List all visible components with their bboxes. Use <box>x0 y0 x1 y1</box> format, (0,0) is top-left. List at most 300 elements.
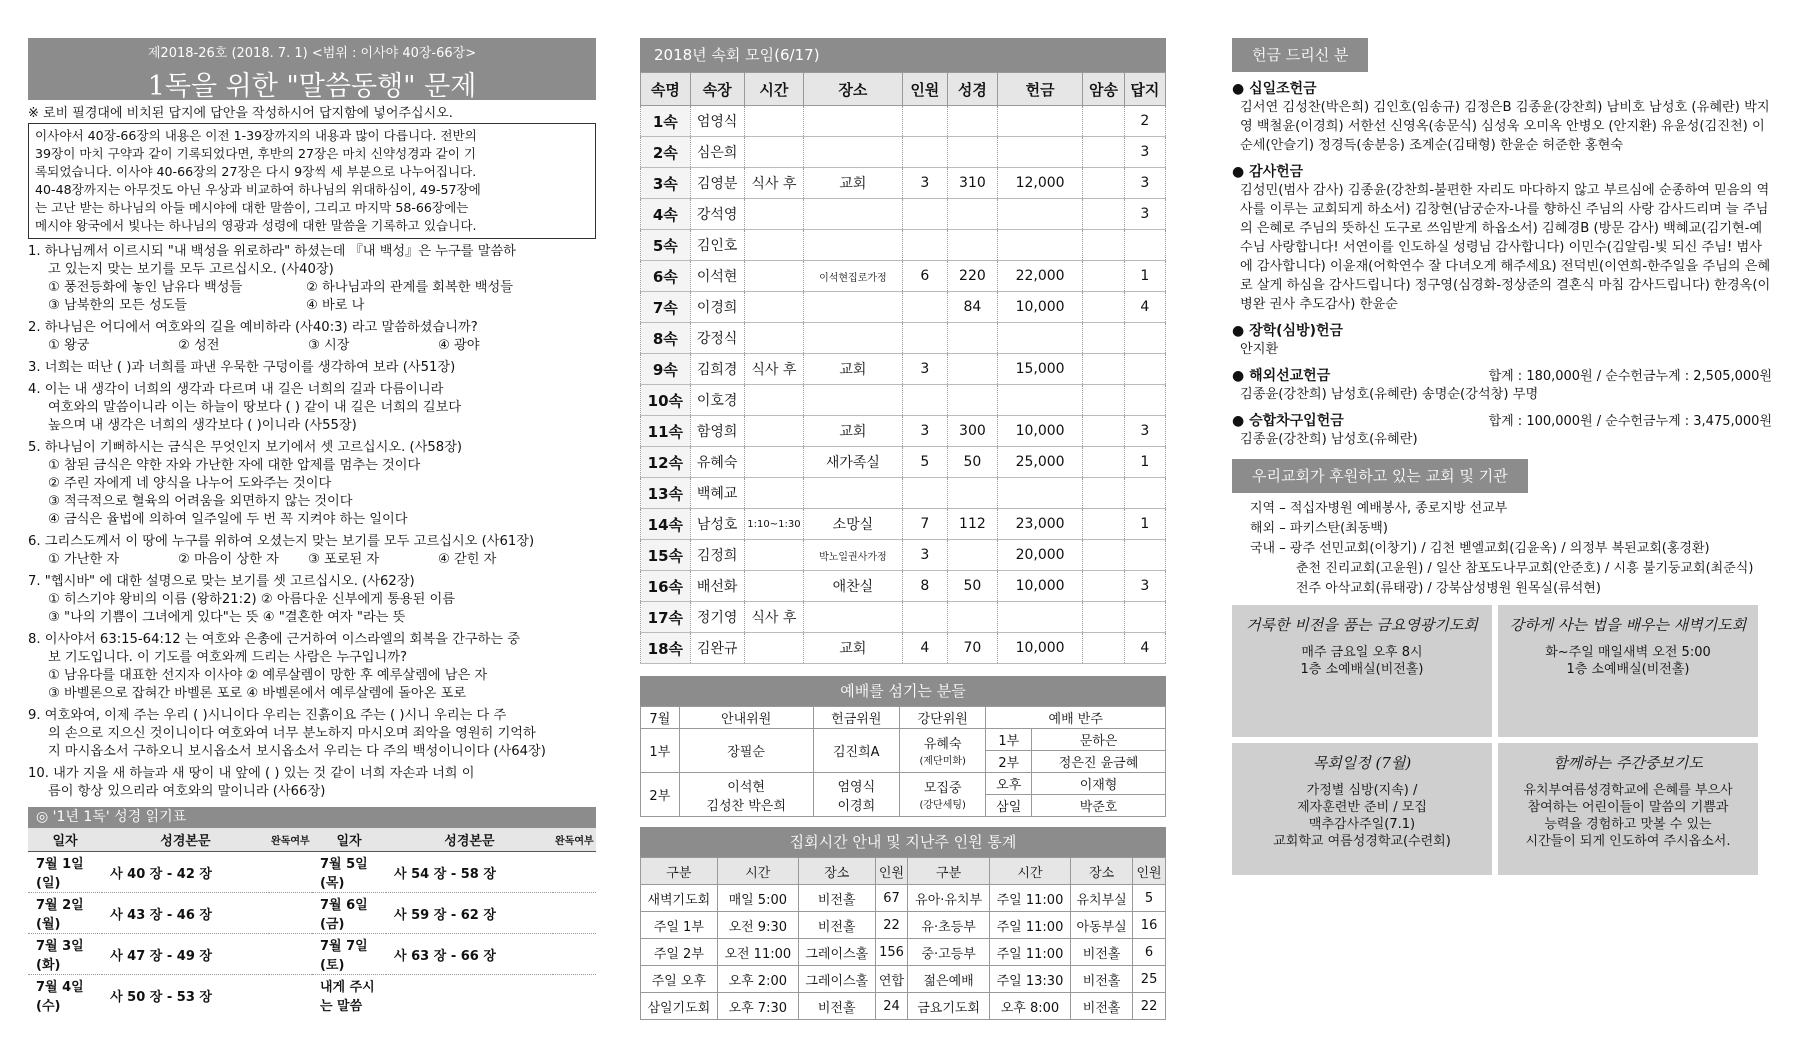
reading-cell: 사 47 장 - 49 장 <box>102 934 269 975</box>
meeting-cell: 112 <box>948 509 998 540</box>
card-body <box>1232 782 1492 850</box>
attendance-cell: 오전 11:00 <box>717 939 798 966</box>
reading-cell: 사 40 장 - 42 장 <box>102 852 269 893</box>
meeting-cell <box>1083 571 1124 602</box>
meeting-cell: 18속 <box>641 633 691 664</box>
w-pulpit1-note: (제단미화) <box>919 756 966 767</box>
reading-header: 완독여부 <box>269 828 312 852</box>
w-b2n: 정은진 윤금혜 <box>1032 751 1166 773</box>
attendance-cell: 주일 11:00 <box>989 885 1070 912</box>
meeting-cell: 강정식 <box>690 323 744 354</box>
meeting-cell <box>997 137 1083 168</box>
attendance-cell: 주일 11:00 <box>989 939 1070 966</box>
meeting-cell: 강석영 <box>690 199 744 230</box>
w-guide2 <box>679 773 813 817</box>
meeting-cell: 1 <box>1124 509 1165 540</box>
quiz-column <box>28 38 596 1015</box>
mission-row <box>1232 365 1772 385</box>
w-h-offer: 헌금위원 <box>813 707 899 729</box>
meeting-row <box>641 602 1166 633</box>
meeting-cell <box>1083 602 1124 633</box>
attendance-header: 구분 <box>641 858 718 885</box>
attendance-cell: 주일 1부 <box>641 912 718 939</box>
meeting-cell <box>1083 106 1124 137</box>
meeting-row <box>641 509 1166 540</box>
reading-cell <box>553 852 596 893</box>
w-b3: 오후 <box>986 773 1032 795</box>
meeting-row <box>641 540 1166 571</box>
meeting-cell <box>804 137 902 168</box>
meeting-cell <box>1124 354 1165 385</box>
reading-cell: 사 59 장 - 62 장 <box>386 893 553 934</box>
w-offer2b: 이경희 <box>837 798 876 814</box>
meeting-cell: 3 <box>1124 416 1165 447</box>
meeting-cell: 3 <box>1124 571 1165 602</box>
meeting-cell <box>744 478 804 509</box>
option-row <box>28 551 596 569</box>
meeting-cell <box>804 478 902 509</box>
meeting-cell: 3 <box>902 540 947 571</box>
meeting-cell: 7속 <box>641 292 691 323</box>
meeting-cell: 소망실 <box>804 509 902 540</box>
meeting-cell <box>1083 416 1124 447</box>
attendance-cell: 67 <box>875 885 908 912</box>
option: ② 하나님과의 관계를 회복한 백성들 <box>306 280 513 295</box>
vehicle-row <box>1232 410 1772 430</box>
meeting-cell <box>902 106 947 137</box>
attendance-cell: 비전홀 <box>798 912 875 939</box>
meeting-row <box>641 292 1166 323</box>
option: ④ 바로 나 <box>306 298 365 313</box>
attendance-cell: 주일 13:30 <box>989 966 1070 993</box>
meeting-cell: 백혜교 <box>690 478 744 509</box>
question-item <box>28 533 596 569</box>
meeting-header: 속장 <box>690 73 744 106</box>
meeting-cell: 이호경 <box>690 385 744 416</box>
attendance-cell: 오후 8:00 <box>989 993 1070 1020</box>
attendance-cell: 삼일기도회 <box>641 993 718 1020</box>
card-line: 1층 소예배실(비전홀) <box>1566 662 1690 677</box>
reading-cell: 내게 주시는 말씀 <box>312 975 386 1016</box>
attendance-cell: 아동부실 <box>1071 912 1133 939</box>
question-item <box>28 765 596 801</box>
meeting-cell <box>997 199 1083 230</box>
meeting-cell: 84 <box>948 292 998 323</box>
question-item <box>28 359 596 377</box>
question-line: ② 주린 자에게 네 양식을 나누어 도와주는 것이다 <box>48 476 332 491</box>
meeting-cell: 새가족실 <box>804 447 902 478</box>
option: ① 왕궁 <box>48 338 90 353</box>
question-line: 10. 내가 지을 새 하늘과 새 땅이 내 앞에 ( ) 있는 것 같이 너희 자손과 너희 이 <box>28 766 475 781</box>
question-item <box>28 707 596 761</box>
attendance-cell: 유·초등부 <box>908 912 990 939</box>
meeting-cell: 김정희 <box>690 540 744 571</box>
support-item: 지역 – 적십자병원 예배봉사, 종로지방 선교부 <box>1250 501 1508 516</box>
meeting-cell: 10속 <box>641 385 691 416</box>
announcement-card <box>1232 743 1492 875</box>
meeting-cell: 이경희 <box>690 292 744 323</box>
reading-cell: 7월 4일 (수) <box>28 975 102 1016</box>
reading-cell: 7월 3일 (화) <box>28 934 102 975</box>
worship-title: 예배를 섬기는 분들 <box>640 676 1166 706</box>
support-item: 해외 – 파키스탄(최동백) <box>1250 521 1388 536</box>
card-line: 화~주일 매일새벽 오전 5:00 <box>1545 645 1711 660</box>
thanks-heading: ● 감사헌금 <box>1232 164 1304 180</box>
meeting-cell <box>1124 323 1165 354</box>
meeting-cell <box>948 137 998 168</box>
meeting-cell <box>997 478 1083 509</box>
question-line: 2. 하나님은 어디에서 여호와의 길을 예비하라 (사40:3) 라고 말씀하셨습니까? <box>28 320 478 335</box>
meeting-cell: 50 <box>948 447 998 478</box>
meeting-cell: 10,000 <box>997 416 1083 447</box>
meeting-header: 헌금 <box>997 73 1083 106</box>
option: ③ 시장 <box>308 338 350 353</box>
card-title: 함께하는 주간중보기도 <box>1553 754 1703 772</box>
meeting-cell: 300 <box>948 416 998 447</box>
meeting-cell <box>744 633 804 664</box>
mission-heading: ● 해외선교헌금 <box>1232 368 1331 384</box>
card-line: 가정별 심방(지속) / <box>1306 783 1418 798</box>
meeting-header: 장소 <box>804 73 902 106</box>
w-pulpit2-name: 모집중 <box>923 781 962 796</box>
meeting-header: 속명 <box>641 73 691 106</box>
attendance-cell: 22 <box>875 912 908 939</box>
meeting-cell: 김완규 <box>690 633 744 664</box>
meeting-cell: 8속 <box>641 323 691 354</box>
announcement-cards <box>1232 605 1772 875</box>
w-pulpit1-name: 유혜숙 <box>923 737 962 752</box>
meeting-cell <box>997 385 1083 416</box>
w-offer1: 김진희A <box>813 729 899 773</box>
w-r2: 2부 <box>641 773 680 817</box>
reading-row <box>28 934 596 975</box>
card-line: 참여하는 어린이들이 말씀의 기쁨과 <box>1527 800 1729 815</box>
scholarship-heading: ● 장학(심방)헌금 <box>1232 323 1344 339</box>
question-line: 8. 이사야서 63:15-64:12 는 여호와 은총에 근거하여 이스라엘의 회복을 간구하는 중 <box>28 632 520 647</box>
meeting-row <box>641 478 1166 509</box>
question-line: ④ 금식은 율법에 의하여 일주일에 두 번 꼭 지켜야 하는 일이다 <box>48 512 408 527</box>
attendance-cell: 주일 2부 <box>641 939 718 966</box>
attendance-cell: 유아·유치부 <box>908 885 990 912</box>
question-line: 5. 하나님이 기뻐하시는 금식은 무엇인지 보기에서 셋 고르십시오. (사58장) <box>28 440 463 455</box>
meeting-cell <box>744 230 804 261</box>
question-line: 고 있는지 맞는 보기를 모두 고르십시오. (사40장) <box>48 262 334 277</box>
meeting-cell <box>948 540 998 571</box>
card-title: 거룩한 비전을 품는 금요영광기도회 <box>1246 616 1478 634</box>
question-line: 높으며 내 생각은 너희의 생각보다 ( )이니라 (사55장) <box>48 418 357 433</box>
meeting-cell <box>1083 385 1124 416</box>
reading-cell <box>386 975 553 1016</box>
meeting-cell: 2 <box>1124 106 1165 137</box>
answer-note: ※ 로비 필경대에 비치된 답지에 답안을 작성하시어 답지함에 넣어주십시오. <box>28 106 453 121</box>
meeting-cell: 3 <box>1124 137 1165 168</box>
meeting-cell <box>744 292 804 323</box>
attendance-row <box>641 993 1166 1020</box>
meeting-cell: 17속 <box>641 602 691 633</box>
meeting-cell <box>902 478 947 509</box>
card-body <box>1498 782 1758 850</box>
meeting-cell: 25,000 <box>997 447 1083 478</box>
meeting-cell <box>902 230 947 261</box>
meeting-cell: 유혜숙 <box>690 447 744 478</box>
attendance-header: 시간 <box>717 858 798 885</box>
reading-cell: 7월 5일 (목) <box>312 852 386 893</box>
meeting-header: 암송 <box>1083 73 1124 106</box>
meeting-cell: 20,000 <box>997 540 1083 571</box>
intro-line: 이사야서 40장-66장의 내용은 이전 1-39장까지의 내용과 많이 다릅니다. 전반의 <box>35 128 477 143</box>
meeting-cell <box>1083 261 1124 292</box>
meeting-cell: 3 <box>902 354 947 385</box>
support-item: 춘천 진리교회(고윤원) / 일산 참포도나무교회(안준호) / 시흥 불기둥교회(최준식) <box>1296 561 1754 576</box>
attendance-cell: 오전 9:30 <box>717 912 798 939</box>
meeting-header: 인원 <box>902 73 947 106</box>
meeting-cell <box>1083 137 1124 168</box>
w-b1: 1부 <box>986 729 1032 751</box>
meeting-cell <box>744 323 804 354</box>
meeting-cell <box>948 385 998 416</box>
attendance-cell: 16 <box>1133 912 1166 939</box>
w-offer2 <box>813 773 899 817</box>
attendance-row <box>641 939 1166 966</box>
meeting-cell <box>948 354 998 385</box>
attendance-cell: 매일 5:00 <box>717 885 798 912</box>
meeting-table <box>640 72 1166 664</box>
attendance-cell: 비전홀 <box>798 993 875 1020</box>
meeting-cell <box>744 416 804 447</box>
support-list <box>1232 499 1772 599</box>
meeting-cell: 박노일권사가정 <box>804 540 902 571</box>
option-row <box>28 279 596 297</box>
meeting-cell <box>744 199 804 230</box>
meeting-cell <box>1083 292 1124 323</box>
meeting-cell <box>1124 602 1165 633</box>
meeting-cell <box>744 447 804 478</box>
attendance-header: 시간 <box>989 858 1070 885</box>
intro-line: 40-48장까지는 아무것도 아닌 우상과 비교하여 하나님의 위대하심이, 49-57장에 <box>35 182 481 197</box>
w-h-pulpit: 강단위원 <box>900 707 986 729</box>
w-b4: 삼일 <box>986 795 1032 817</box>
attendance-row <box>641 885 1166 912</box>
question-line: 7. "헵시바" 에 대한 설명으로 맞는 보기를 셋 고르십시오. (사62장) <box>28 574 415 589</box>
meeting-cell <box>948 323 998 354</box>
vehicle-sum: 합계 : 100,000원 / 순수헌금누계 : 3,475,000원 <box>1488 414 1772 429</box>
meeting-row <box>641 385 1166 416</box>
meeting-cell <box>1083 230 1124 261</box>
tithe-heading: ● 십일조헌금 <box>1232 81 1317 97</box>
meeting-cell <box>804 292 902 323</box>
meeting-cell: 4 <box>1124 633 1165 664</box>
meeting-cell: 교회 <box>804 633 902 664</box>
attendance-header: 장소 <box>798 858 875 885</box>
meeting-cell: 남성호 <box>690 509 744 540</box>
meeting-cell: 4 <box>1124 292 1165 323</box>
attendance-cell: 오후 7:30 <box>717 993 798 1020</box>
intro-line: 메시야 왕국에서 빛나는 하나님의 영광과 성령에 대한 말씀을 기록하고 있습니다. <box>35 218 477 233</box>
meeting-cell: 50 <box>948 571 998 602</box>
meeting-cell <box>997 323 1083 354</box>
mission-names: 김종윤(강찬희) 남성호(유혜란) 송명순(강석창) 무명 <box>1240 387 1539 402</box>
meeting-cell: 엄영식 <box>690 106 744 137</box>
meeting-cell <box>744 385 804 416</box>
meeting-cell <box>997 230 1083 261</box>
option: ④ 광야 <box>438 338 480 353</box>
meeting-cell: 10,000 <box>997 633 1083 664</box>
meeting-cell: 이석현집로가정 <box>804 261 902 292</box>
meeting-cell: 함영희 <box>690 416 744 447</box>
meeting-cell: 1속 <box>641 106 691 137</box>
card-title: 목회일정 (7월) <box>1312 754 1412 772</box>
reading-cell <box>553 893 596 934</box>
meeting-cell: 10,000 <box>997 292 1083 323</box>
meeting-column <box>640 38 1166 1020</box>
meeting-cell: 220 <box>948 261 998 292</box>
option-row <box>28 297 596 315</box>
meeting-cell: 15,000 <box>997 354 1083 385</box>
meeting-cell: 애찬실 <box>804 571 902 602</box>
meeting-cell <box>948 106 998 137</box>
option-row <box>28 337 596 355</box>
attendance-cell: 24 <box>875 993 908 1020</box>
meeting-row <box>641 168 1166 199</box>
reading-cell <box>269 934 312 975</box>
attendance-cell: 22 <box>1133 993 1166 1020</box>
question-line: ③ 적극적으로 혈육의 어려움을 외면하지 않는 것이다 <box>48 494 353 509</box>
meeting-cell <box>744 540 804 571</box>
reading-row <box>28 975 596 1016</box>
meeting-cell: 김영분 <box>690 168 744 199</box>
meeting-cell: 2속 <box>641 137 691 168</box>
intro-line: 39장이 마치 구약과 같이 기록되었다면, 후반의 27장은 마치 신약성경과 같이 기 <box>35 146 477 161</box>
option: ③ 포로된 자 <box>308 552 380 567</box>
issue-info: 제2018-26호 (2018. 7. 1) <범위 : 이사야 40장-66장> <box>147 46 477 61</box>
meeting-row <box>641 106 1166 137</box>
option: ④ 갇힌 자 <box>438 552 497 567</box>
question-line: 3. 너희는 떠난 ( )과 너희를 파낸 우묵한 구덩이를 생각하여 보라 (사51장) <box>28 360 456 375</box>
question-line: 의 손으로 지으신 것이니이다 여호와여 너무 분노하지 마시오며 죄악을 영원히 기억하 <box>48 726 536 741</box>
attendance-cell: 비전홀 <box>1071 939 1133 966</box>
question-line: ① 히스기야 왕비의 이름 (왕하21:2) ② 아름다운 신부에게 통용된 이름 <box>48 592 456 607</box>
question-line: ① 남유다를 대표한 선지자 이사야 ② 예루살렘이 망한 후 예루살렘에 남은 자 <box>48 668 488 683</box>
attendance-cell: 주일 오후 <box>641 966 718 993</box>
meeting-cell <box>902 602 947 633</box>
reading-cell: 사 50 장 - 53 장 <box>102 975 269 1016</box>
meeting-cell: 심은희 <box>690 137 744 168</box>
question-line: ③ 바벨론으로 잡혀간 바벨론 포로 ④ 바벨론에서 예루살렘에 돌아온 포로 <box>48 686 467 701</box>
reading-cell: 사 54 장 - 58 장 <box>386 852 553 893</box>
meeting-cell <box>948 230 998 261</box>
meeting-cell: 1:10~1:30 <box>744 509 804 540</box>
meeting-cell <box>804 230 902 261</box>
meeting-cell <box>1083 509 1124 540</box>
meeting-cell <box>744 137 804 168</box>
meeting-row <box>641 447 1166 478</box>
meeting-cell: 이석현 <box>690 261 744 292</box>
question-line: 여호와의 말씀이니라 이는 하늘이 땅보다 ( ) 같이 내 길은 너희의 길보다 <box>48 400 462 415</box>
quiz-title: 1독을 위한 "말씀동행" 문제 <box>147 71 477 102</box>
meeting-cell <box>1083 478 1124 509</box>
meeting-cell <box>804 199 902 230</box>
meeting-cell: 8 <box>902 571 947 602</box>
question-line: 9. 여호와여, 이제 주는 우리 ( )시니이다 우리는 진흙이요 주는 ( )시니 우리는 다 주 <box>28 708 507 723</box>
w-b3n: 이재형 <box>1032 773 1166 795</box>
meeting-cell <box>744 106 804 137</box>
attendance-title: 집회시간 안내 및 지난주 인원 통계 <box>640 827 1166 857</box>
meeting-cell <box>1124 385 1165 416</box>
meeting-cell: 3 <box>902 416 947 447</box>
meeting-cell: 4 <box>902 633 947 664</box>
card-line: 교회학교 여름성경학교(수련회) <box>1273 834 1451 849</box>
meeting-cell: 13속 <box>641 478 691 509</box>
offering-title: 헌금 드리신 분 <box>1232 38 1368 72</box>
attendance-row <box>641 966 1166 993</box>
reading-cell <box>553 975 596 1016</box>
meeting-cell: 6 <box>902 261 947 292</box>
meeting-row <box>641 261 1166 292</box>
reading-cell <box>269 852 312 893</box>
meeting-title: 2018년 속회 모임(6/17) <box>640 38 1166 72</box>
reading-plan-table <box>28 828 596 1015</box>
meeting-row <box>641 416 1166 447</box>
meeting-cell <box>997 602 1083 633</box>
reading-row <box>28 893 596 934</box>
worship-table <box>640 706 1166 817</box>
meeting-cell: 12속 <box>641 447 691 478</box>
offering-column <box>1232 38 1772 875</box>
question-line: ③ "나의 기쁨이 그녀에게 있다"는 뜻 ④ "결혼한 여자 "라는 뜻 <box>48 610 406 625</box>
meeting-row <box>641 571 1166 602</box>
attendance-cell: 연합 <box>875 966 908 993</box>
meeting-cell: 1 <box>1124 447 1165 478</box>
attendance-cell: 5 <box>1133 885 1166 912</box>
attendance-cell: 25 <box>1133 966 1166 993</box>
w-h-acc: 예배 반주 <box>986 707 1166 729</box>
meeting-cell <box>902 199 947 230</box>
reading-header: 성경본문 <box>102 828 269 852</box>
meeting-cell: 310 <box>948 168 998 199</box>
meeting-cell <box>1083 447 1124 478</box>
meeting-cell: 교회 <box>804 416 902 447</box>
attendance-header: 장소 <box>1071 858 1133 885</box>
reading-cell: 사 63 장 - 66 장 <box>386 934 553 975</box>
meeting-header: 성경 <box>948 73 998 106</box>
meeting-cell: 교회 <box>804 354 902 385</box>
meeting-cell: 16속 <box>641 571 691 602</box>
meeting-cell <box>1083 354 1124 385</box>
attendance-header: 구분 <box>908 858 990 885</box>
announcement-card <box>1232 605 1492 737</box>
meeting-cell <box>948 602 998 633</box>
reading-row <box>28 852 596 893</box>
meeting-header: 시간 <box>744 73 804 106</box>
announcement-card <box>1498 743 1758 875</box>
w-b1n: 문하은 <box>1032 729 1166 751</box>
tithe-names: 김서연 김성찬(박은희) 김인호(임송규) 김정은B 김종윤(강찬희) 남비호 남성호 (유혜란) 박지영 백철윤(이경희) 서한선 신영옥(송문식) 심성욱 오미옥 안병오 (안지환) 유윤성(김진천) 이순세(안슬기) 정경득(송분응) 조계순(김태형) 한윤순 허준한 홍현숙 <box>1240 100 1770 153</box>
meeting-cell: 9속 <box>641 354 691 385</box>
mission-sum: 합계 : 180,000원 / 순수헌금누계 : 2,505,000원 <box>1488 369 1772 384</box>
intro-line: 록되었습니다. 이사야 40-66장의 27장은 다시 9장씩 세 부분으로 나누어집니다. <box>35 164 477 179</box>
attendance-header: 인원 <box>1133 858 1166 885</box>
support-item: 전주 아삭교회(류태광) / 강북삼성병원 원목실(류석현) <box>1296 581 1601 596</box>
meeting-cell <box>902 292 947 323</box>
card-title: 강하게 사는 법을 배우는 새벽기도회 <box>1509 616 1747 634</box>
meeting-cell <box>1083 540 1124 571</box>
reading-header: 성경본문 <box>386 828 553 852</box>
meeting-cell: 배선화 <box>690 571 744 602</box>
meeting-cell <box>902 385 947 416</box>
meeting-cell: 식사 후 <box>744 168 804 199</box>
intro-line: 는 고난 받는 하나님의 아들 메시야에 대한 말씀이, 그리고 마지막 58-66장에는 <box>35 200 469 215</box>
meeting-cell: 식사 후 <box>744 354 804 385</box>
